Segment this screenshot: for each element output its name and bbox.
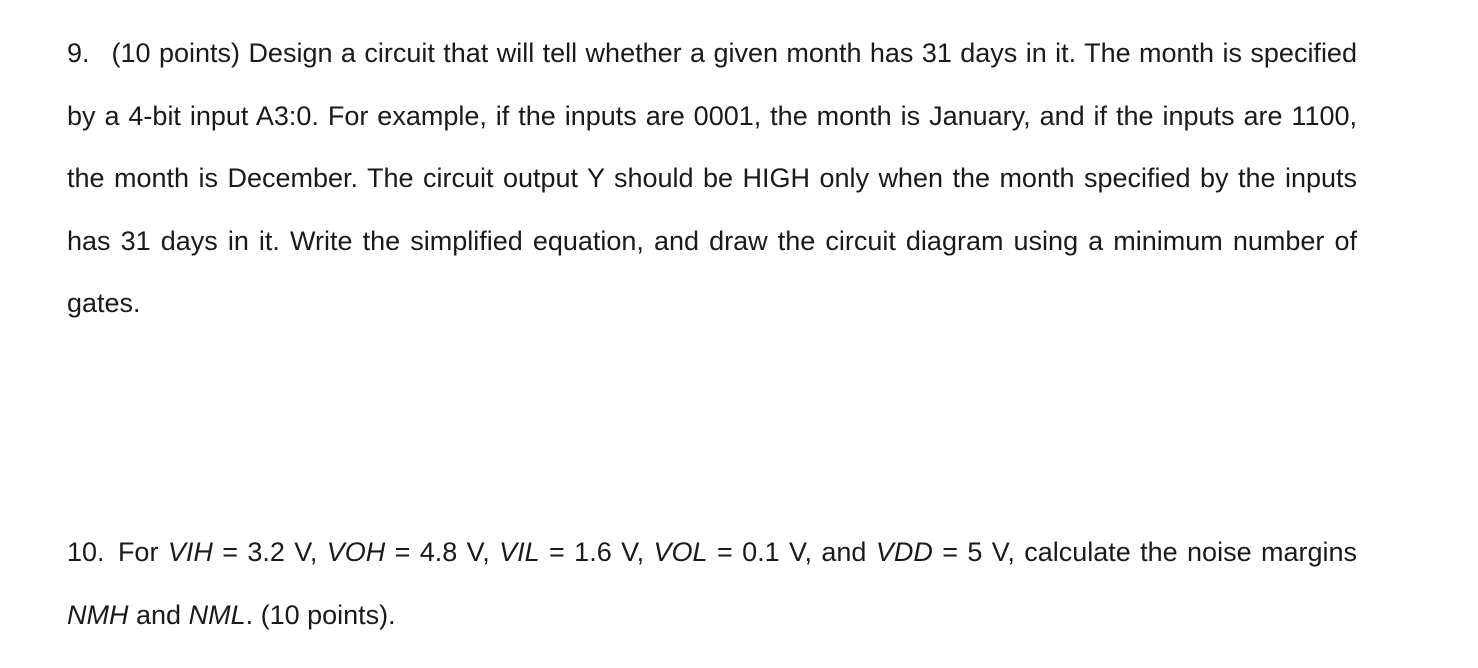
vil-symbol: VIL [499, 537, 540, 567]
problem-tail: . (10 points). [245, 599, 396, 630]
vol-symbol: VOL [653, 537, 708, 567]
nml-symbol: NML [188, 599, 246, 630]
vil-value: = 1.6 V, [549, 537, 645, 567]
problem-number: 9. [67, 38, 90, 68]
problem-10 [67, 521, 1357, 646]
nmh-symbol: NMH [67, 599, 129, 630]
vdd-symbol: VDD [875, 537, 933, 567]
and-text: and [136, 599, 182, 630]
problem-number: 10. [67, 537, 105, 567]
vol-value: = 0.1 V, and [716, 537, 867, 567]
problem-points: (10 points) [111, 38, 241, 68]
voh-symbol: VOH [326, 537, 386, 567]
problem-text: Design a circuit that will tell whether a given month has 31 days in it. The month is specified by a 4-bit input A3:0. For example, if the inputs are 0001, the month is January, and if the inputs are 1100, the month is December. The circuit output Y should be HIGH only when the month specified by the inputs has 31 days in it. Write the simplified equation, and draw the circuit diagram using a minimum number of gates. [67, 38, 1357, 318]
vdd-value: = 5 V, calculate the noise margins [942, 537, 1357, 567]
problem-intro: For [117, 537, 159, 567]
vih-symbol: VIH [167, 537, 213, 567]
voh-value: = 4.8 V, [394, 537, 490, 567]
vih-value: = 3.2 V, [222, 537, 318, 567]
problem-9 [67, 22, 1357, 335]
